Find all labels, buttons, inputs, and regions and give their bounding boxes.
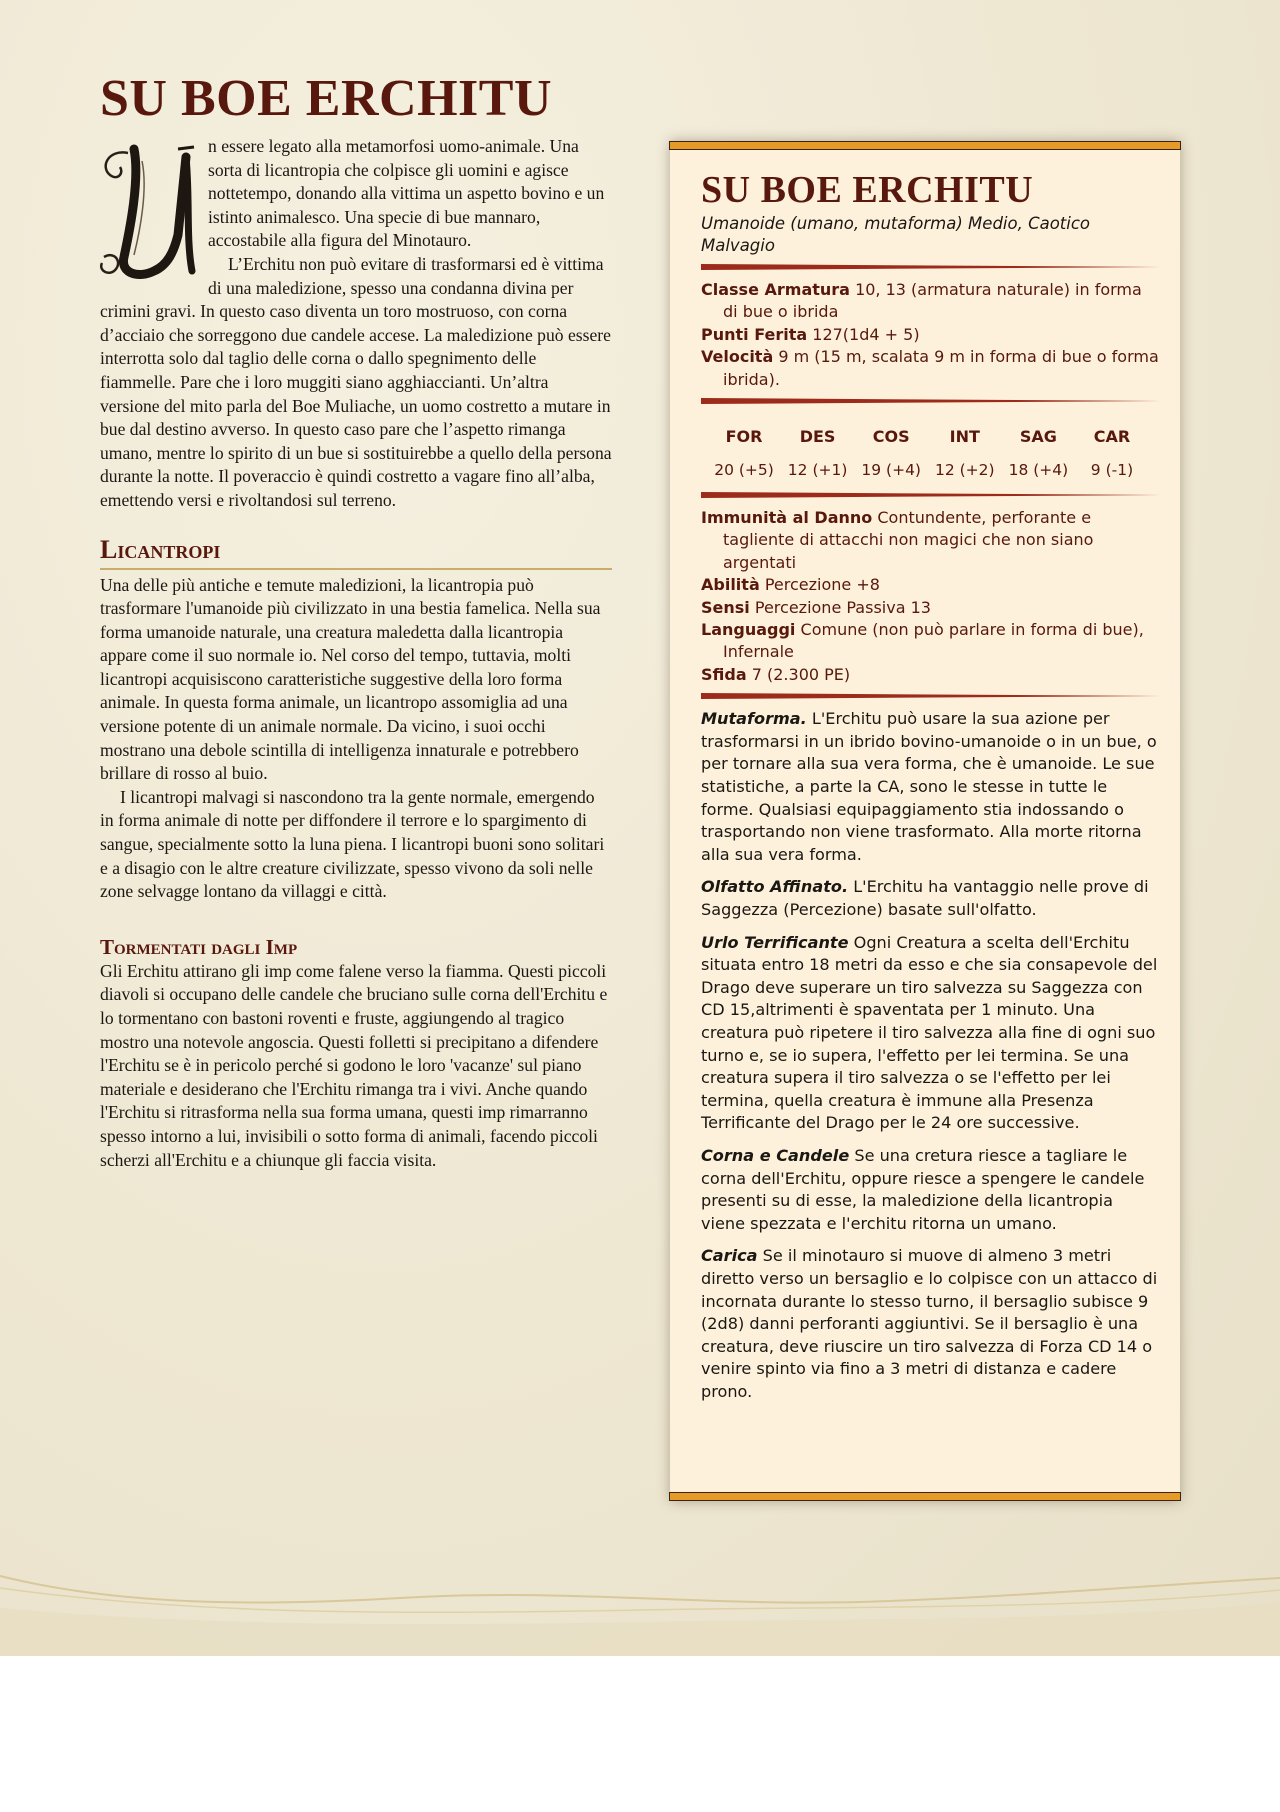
intro-paragraph-2: L’Erchitu non può evitare di trasformarsi ed è vittima di una maledizione, spesso una condanna divina per crimini gravi. In questo caso diventa un toro mostruoso, con corna d’acciaio che sorreggono due candele accese. La maledizione può essere interrotta solo dal taglio delle corna o dallo spegnimento delle fiammelle. Pare che i loro muggiti siano agghiaccianti. Un’altra versione del mito parla del Boe Muliache, un uomo costretto a mutare in bue dal destino avverso. In questo caso pare che l’aspetto rimanga umano, mentre lo spirito di un bue si sostituirebbe a quello della persona durante la notte. Il poveraccio è quindi costretto a vagare fino all’alba, emettendo versi e rivoltandosi sul terreno. bbox=[100, 253, 612, 510]
trait-olfatto-affinato bbox=[701, 876, 1161, 921]
trait-corna-e-candele bbox=[701, 1145, 1161, 1235]
challenge-label: Sfida bbox=[701, 664, 747, 684]
skills bbox=[701, 574, 1161, 596]
stat-block-top-bar bbox=[669, 141, 1181, 150]
monster-name: SU BOE ERCHITU bbox=[701, 169, 1034, 211]
armor-class bbox=[701, 279, 1161, 324]
ability-name: DES bbox=[799, 427, 836, 447]
speed-label: Velocità bbox=[701, 347, 774, 367]
ability-wis bbox=[1002, 413, 1074, 481]
trait-name: Mutaforma. bbox=[701, 709, 807, 729]
stat-block-bottom-bar bbox=[669, 1492, 1181, 1501]
hit-points-label: Punti Ferita bbox=[701, 324, 808, 344]
ability-value: 18 (+4) bbox=[1008, 461, 1069, 480]
trait-carica bbox=[701, 1245, 1161, 1403]
ability-value: 19 (+4) bbox=[861, 461, 921, 480]
hit-points-value: 127(1d4 + 5) bbox=[812, 324, 920, 344]
stat-block-content bbox=[701, 167, 1161, 1414]
languages-label: Languaggi bbox=[701, 620, 796, 640]
speed bbox=[701, 346, 1161, 391]
armor-class-value: 10, 13 (armatura naturale) in forma di bue o ibrida bbox=[723, 280, 1142, 322]
senses bbox=[701, 597, 1161, 619]
licantropi-text bbox=[100, 574, 612, 904]
ability-scores bbox=[708, 413, 1148, 481]
ability-name: CAR bbox=[1093, 427, 1131, 447]
trait-name: Carica bbox=[701, 1246, 758, 1266]
damage-immunities-value: Contundente, perforante e tagliente di attacchi non magici che non siano argentati bbox=[723, 508, 1094, 572]
damage-immunities bbox=[701, 507, 1161, 574]
ability-value: 9 (-1) bbox=[1090, 461, 1134, 480]
trait-mutaforma bbox=[701, 708, 1161, 866]
section-heading-imp: Tormentati dagli Imp bbox=[100, 934, 298, 959]
ability-cha bbox=[1076, 413, 1148, 481]
languages bbox=[701, 619, 1161, 664]
ability-name: INT bbox=[949, 427, 980, 447]
lore-column bbox=[100, 62, 612, 1172]
languages-value: Comune (non può parlare in forma di bue), Infernale bbox=[723, 620, 1144, 662]
trait-text: L'Erchitu può usare la sua azione per trasformarsi in un ibrido bovino-umanoide o in un bue, o per tornare alla sua vera forma, che è umanoide. Le sue statistiche, a parte la CA, sono le stesse in tutte le forme. Qualsiasi equipaggiamento stia indossando o trasportando non viene trasformato. Alla morte ritorna alla sua vera forma. bbox=[701, 709, 1157, 864]
challenge bbox=[701, 664, 1161, 686]
imp-paragraph-1: Gli Erchitu attirano gli imp come falene verso la fiamma. Questi piccoli diavoli si occupano delle candele che bruciano sulle corna dell'Erchitu e lo tormentano con bastoni roventi e fruste, aggiungendo al tragico mostro una notevole angoscia. Questi folletti si precipitano a difendere l'Erchitu se è in pericolo perché si godono le loro 'vacanze' sul piano materiale e desiderano che l'Erchitu rimanga tra i vivi. Anche quando l'Erchitu si ritrasforma nella sua forma umana, questi imp rimarranno spesso intorno a lui, invisibili o sotto forma di animali, facendo piccoli scherzi all'Erchitu e a chiunque gli faccia visita. bbox=[100, 960, 608, 1170]
challenge-value: 7 (2.300 PE) bbox=[751, 664, 851, 684]
speed-value: 9 m (15 m, scalata 9 m in forma di bue o forma ibrida). bbox=[723, 347, 1159, 389]
licantropi-paragraph-1: Una delle più antiche e temute maledizioni, la licantropia può trasformare l'umanoide più civilizzato in una bestia famelica. Nella sua forma umanoide naturale, una creatura maledetta dalla licantropia appare come il suo normale io. Nel corso del tempo, tuttavia, molti licantropi acquisiscono caratteristiche suggestive della loro forma animale. In questa forma animale, un licantropo assomiglia ad una versione potente di un animale normale. Da vicino, i suoi occhi mostrano una debole scintilla di intelligenza innaturale e potrebbero brillare di rosso al buio. bbox=[100, 574, 601, 784]
ability-name: FOR bbox=[725, 427, 763, 447]
skills-label: Abilità bbox=[701, 575, 760, 595]
tapered-rule bbox=[701, 491, 1161, 499]
ability-value: 12 (+1) bbox=[787, 461, 848, 480]
ability-str bbox=[708, 413, 780, 481]
senses-value: Percezione Passiva 13 bbox=[754, 597, 931, 617]
ability-con bbox=[855, 413, 927, 481]
trait-text: L'Erchitu ha vantaggio nelle prove di Saggezza (Percezione) basate sull'olfatto. bbox=[701, 877, 1149, 920]
tapered-rule bbox=[701, 692, 1161, 700]
damage-immunities-label: Immunità al Danno bbox=[701, 508, 873, 528]
stat-block bbox=[670, 141, 1180, 1501]
trait-name: Corna e Candele bbox=[701, 1145, 850, 1165]
tapered-rule bbox=[701, 263, 1161, 271]
ability-dex bbox=[782, 413, 854, 481]
ability-name: COS bbox=[872, 427, 910, 447]
ability-name: SAG bbox=[1019, 427, 1057, 447]
section-heading-licantropi: Licantropi bbox=[100, 534, 612, 570]
trait-text: Se una cretura riesce a tagliare le corna dell'Erchitu, oppure riesce a spengere le candele presenti su di esse, la maledizione della licantropia viene spezzata e l'erchitu ritorna un umano. bbox=[701, 1145, 1145, 1233]
imp-text bbox=[100, 960, 612, 1172]
intro-text bbox=[100, 135, 612, 513]
trait-text: Se il minotauro si muove di almeno 3 metri diretto verso un bersaglio e lo colpisce con un attacco di incornata durante lo stesso turno, il bersaglio subisce 9 (2d8) danni perforanti aggiuntivi. Se il bersaglio è una creatura, deve riuscire un tiro salvezza di Forza CD 14 o venire spinto via fino a 3 metri di distanza e cadere prono. bbox=[701, 1246, 1158, 1401]
ability-int bbox=[929, 413, 1001, 481]
armor-class-label: Classe Armatura bbox=[701, 280, 850, 299]
ability-value: 12 (+2) bbox=[934, 461, 995, 480]
trait-name: Olfatto Affinato. bbox=[701, 877, 849, 897]
ability-value: 20 (+5) bbox=[714, 461, 774, 480]
hit-points bbox=[701, 324, 1161, 346]
licantropi-paragraph-2: I licantropi malvagi si nascondono tra la gente normale, emergendo in forma animale di notte per diffondere il terrore e lo spargimento di sangue, specialmente sotto la luna piena. I licantropi buoni sono solitari e a disagio con le altre creature civilizzate, spesso vivono da soli nelle zone selvagge lontano da villaggi e città. bbox=[100, 786, 605, 902]
senses-label: Sensi bbox=[701, 597, 750, 617]
dropcap-u-ornament bbox=[94, 139, 198, 283]
trait-text: Ogni Creatura a scelta dell'Erchitu situata entro 18 metri da esso e che sia consapevole del Drago deve superare un tiro salvezza su Saggezza con CD 15,altrimenti è spaventata per 1 minuto. Una creatura può ripetere il tiro salvezza alla fine di ogni suo turno e, se io supera, l'effetto per lei termina. Se una creatura supera il tiro salvezza o se l'effetto per lei termina, quella creatura è immune alla Presenza Terrificante del Drago per le 24 ore successive. bbox=[701, 932, 1158, 1133]
skills-value: Percezione +8 bbox=[764, 575, 880, 595]
footer-ornament bbox=[0, 1536, 1280, 1656]
trait-urlo-terrificante bbox=[701, 932, 1161, 1135]
tapered-rule bbox=[701, 397, 1161, 405]
intro-paragraph-1: n essere legato alla metamorfosi uomo-animale. Una sorta di licantropia che colpisce gli uomini e agisce nottetempo, donando alla vittima un aspetto bovino e un istinto animalesco. Una specie di bue mannaro, accostabile alla figura del Minotauro. bbox=[208, 136, 605, 251]
trait-name: Urlo Terrificante bbox=[701, 932, 849, 952]
page-title: SU BOE ERCHITU bbox=[100, 70, 552, 127]
monster-type: Umanoide (umano, mutaforma) Medio, Caotico Malvagio bbox=[701, 214, 1091, 255]
